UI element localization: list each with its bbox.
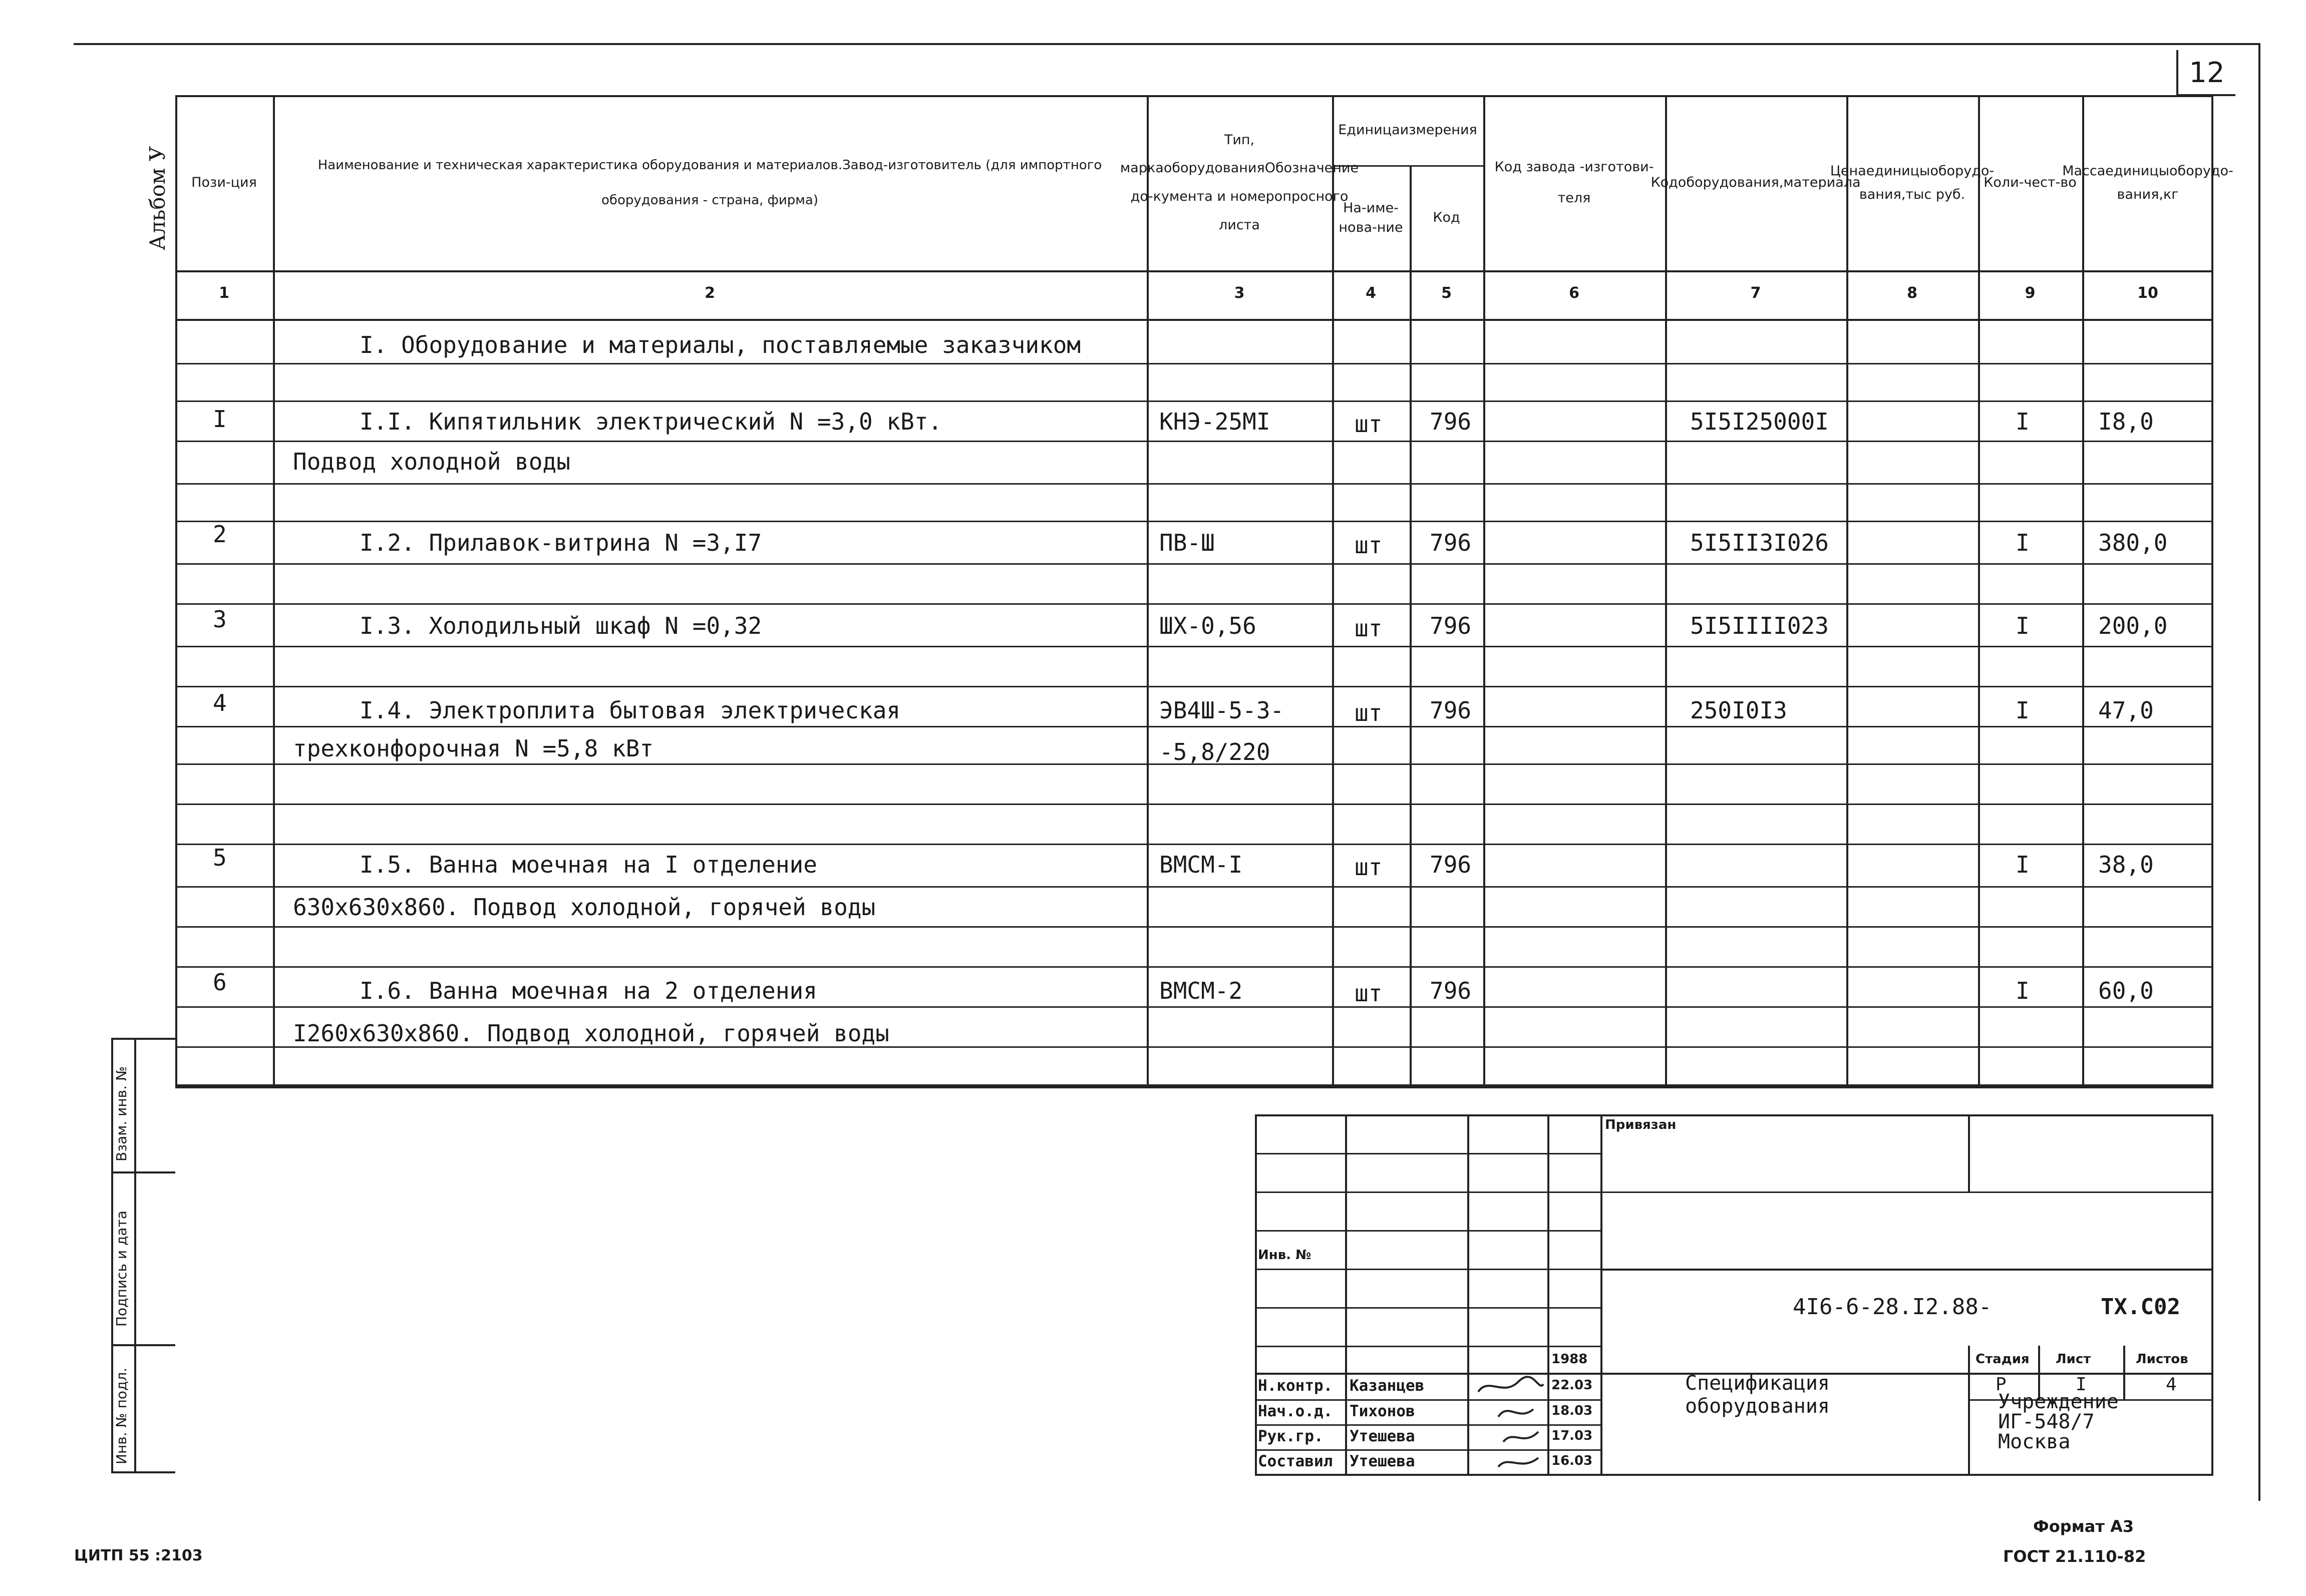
item-unit-code: 796 [1430, 977, 1472, 1004]
column-number: 2 [705, 284, 715, 302]
album-label: Альбом У [145, 146, 170, 250]
item-quantity: I [2016, 408, 2030, 435]
stage-value: Р [1996, 1374, 2007, 1395]
column-number: 8 [1907, 284, 1917, 302]
staff-role: Нач.о.д. [1258, 1402, 1333, 1420]
doc-suffix: ТХ.С02 [2101, 1294, 2180, 1320]
staff-date: 16.03 [1551, 1453, 1593, 1468]
item-mass: 47,0 [2098, 697, 2154, 724]
inv-no-label: Инв. № [1258, 1248, 1311, 1263]
item-material-code: 5I5II3I026 [1690, 529, 1829, 556]
gost-label: ГОСТ 21.110-82 [2003, 1547, 2146, 1566]
signature-marks [1468, 1372, 1546, 1475]
staff-date: 17.03 [1551, 1428, 1593, 1443]
header-material-code: Кодоборудования,материала [1651, 174, 1861, 190]
item-position: 6 [213, 969, 227, 996]
item-unit-code: 796 [1430, 408, 1472, 435]
item-quantity: I [2016, 977, 2030, 1004]
item-unit: шт [1355, 854, 1383, 881]
section-title: I. Оборудование и материалы, поставляемые заказчиком [360, 331, 1081, 358]
item-type: ВМСМ-I [1159, 851, 1243, 878]
column-number: 4 [1366, 284, 1376, 302]
staff-date: 22.03 [1551, 1378, 1593, 1393]
item-unit-code: 796 [1430, 612, 1472, 639]
column-number: 6 [1569, 284, 1579, 302]
sheet-label: Лист [2056, 1352, 2091, 1367]
item-name-line2: Подвод холодной воды [293, 448, 570, 475]
item-name: I.4. Электроплита бытовая электрическая [360, 697, 901, 724]
header-manufacturer-code: Код завода -изготови-теля [1494, 159, 1654, 206]
item-mass: 60,0 [2098, 977, 2154, 1004]
item-mass: I8,0 [2098, 408, 2154, 435]
item-name: I.6. Ванна моечная на 2 отделения [360, 977, 817, 1004]
staff-role: Составил [1258, 1452, 1333, 1470]
item-type: КНЭ-25МI [1159, 408, 1270, 435]
item-type-line2: -5,8/220 [1159, 738, 1270, 765]
item-unit: шт [1355, 532, 1383, 559]
item-type: ШХ-0,56 [1159, 612, 1256, 639]
header-position: Пози-ция [191, 175, 257, 191]
item-name-line2: трехконфорочная N =5,8 кВт [293, 735, 654, 762]
item-name-line2: 630х630х860. Подвод холодной, горячей воды [293, 894, 876, 921]
item-unit: шт [1355, 615, 1383, 642]
organization: Учреждение ИГ-548/7 Москва [1998, 1390, 2119, 1453]
privyazan-label: Привязан [1605, 1117, 1677, 1132]
header-name: Наименование и техническая характеристика оборудования и материалов.Завод-изготовитель (для импортного оборудования - страна, фирма) [317, 157, 1102, 208]
header-price: Ценаединицыоборудо-вания,тыс руб. [1830, 163, 1995, 202]
side-vzam-inv: Взам. инв. № [113, 1066, 130, 1161]
item-name: I.2. Прилавок-витрина N =3,I7 [360, 529, 762, 556]
side-inv-podl: Инв. № подл. [113, 1367, 130, 1464]
item-mass: 38,0 [2098, 851, 2154, 878]
item-name: I.I. Кипятильник электрический N =3,0 кВт. [360, 408, 942, 435]
item-material-code: 5I5I25000I [1690, 408, 1829, 435]
staff-name: Казанцев [1350, 1377, 1425, 1395]
column-number: 5 [1441, 284, 1452, 302]
staff-date: 18.03 [1551, 1403, 1593, 1418]
sheet-value: I [2076, 1374, 2087, 1395]
item-type: ПВ-Ш [1159, 529, 1215, 556]
sheets-value: 4 [2166, 1374, 2177, 1395]
item-position: I [213, 406, 227, 433]
item-material-code: 250I0I3 [1690, 697, 1787, 724]
citp-label: ЦИТП 55 :2103 [74, 1547, 203, 1564]
item-unit: шт [1355, 699, 1383, 726]
staff-role: Н.контр. [1258, 1377, 1333, 1395]
header-unit-name: На-име-нова-ние [1339, 200, 1403, 235]
staff-name: Утешева [1350, 1427, 1415, 1445]
year: 1988 [1551, 1352, 1588, 1367]
item-name-line2: I260х630х860. Подвод холодной, горячей воды [293, 1020, 889, 1047]
item-position: 5 [213, 844, 227, 871]
format-label: Формат А3 [2033, 1517, 2134, 1536]
item-quantity: I [2016, 851, 2030, 878]
doc-code: 4I6-6-28.I2.88- [1793, 1294, 1992, 1320]
item-position: 3 [213, 606, 227, 633]
column-number: 7 [1750, 284, 1761, 302]
side-podpis-data: Подпись и дата [113, 1211, 130, 1327]
staff-role: Рук.гр. [1258, 1427, 1324, 1445]
sheets-label: Листов [2136, 1352, 2188, 1367]
item-quantity: I [2016, 612, 2030, 639]
header-mass: Массаединицыоборудо-вания,кг [2062, 163, 2233, 202]
item-unit-code: 796 [1430, 851, 1472, 878]
item-quantity: I [2016, 697, 2030, 724]
item-type: ЭВ4Ш-5-3- [1159, 697, 1284, 724]
item-unit-code: 796 [1430, 529, 1472, 556]
header-type: Тип, маркаоборудованияОбозначение до-кумента и номеропросного листа [1120, 132, 1359, 233]
column-number: 3 [1234, 284, 1245, 302]
item-unit: шт [1355, 980, 1383, 1007]
item-position: 4 [213, 689, 227, 716]
column-number: 1 [219, 284, 229, 302]
header-unit-group: Единицаизмерения [1338, 122, 1477, 138]
header-unit-code: Код [1433, 210, 1460, 226]
item-unit: шт [1355, 411, 1383, 438]
sheet-number: 12 [2176, 50, 2235, 96]
item-name: I.3. Холодильный шкаф N =0,32 [360, 612, 762, 639]
item-quantity: I [2016, 529, 2030, 556]
staff-name: Тихонов [1350, 1402, 1415, 1420]
item-material-code: 5I5IIII023 [1690, 612, 1829, 639]
staff-name: Утешева [1350, 1452, 1415, 1470]
item-type: ВМСМ-2 [1159, 977, 1243, 1004]
column-number: 10 [2137, 284, 2158, 302]
item-mass: 380,0 [2098, 529, 2168, 556]
item-position: 2 [213, 521, 227, 548]
header-quantity: Коли-чест-во [1984, 174, 2077, 190]
column-number: 9 [2025, 284, 2036, 302]
item-mass: 200,0 [2098, 612, 2168, 639]
stage-label: Стадия [1975, 1352, 2030, 1367]
item-name: I.5. Ванна моечная на I отделение [360, 851, 817, 878]
doc-title: Спецификация оборудования [1685, 1372, 1830, 1418]
item-unit-code: 796 [1430, 697, 1472, 724]
